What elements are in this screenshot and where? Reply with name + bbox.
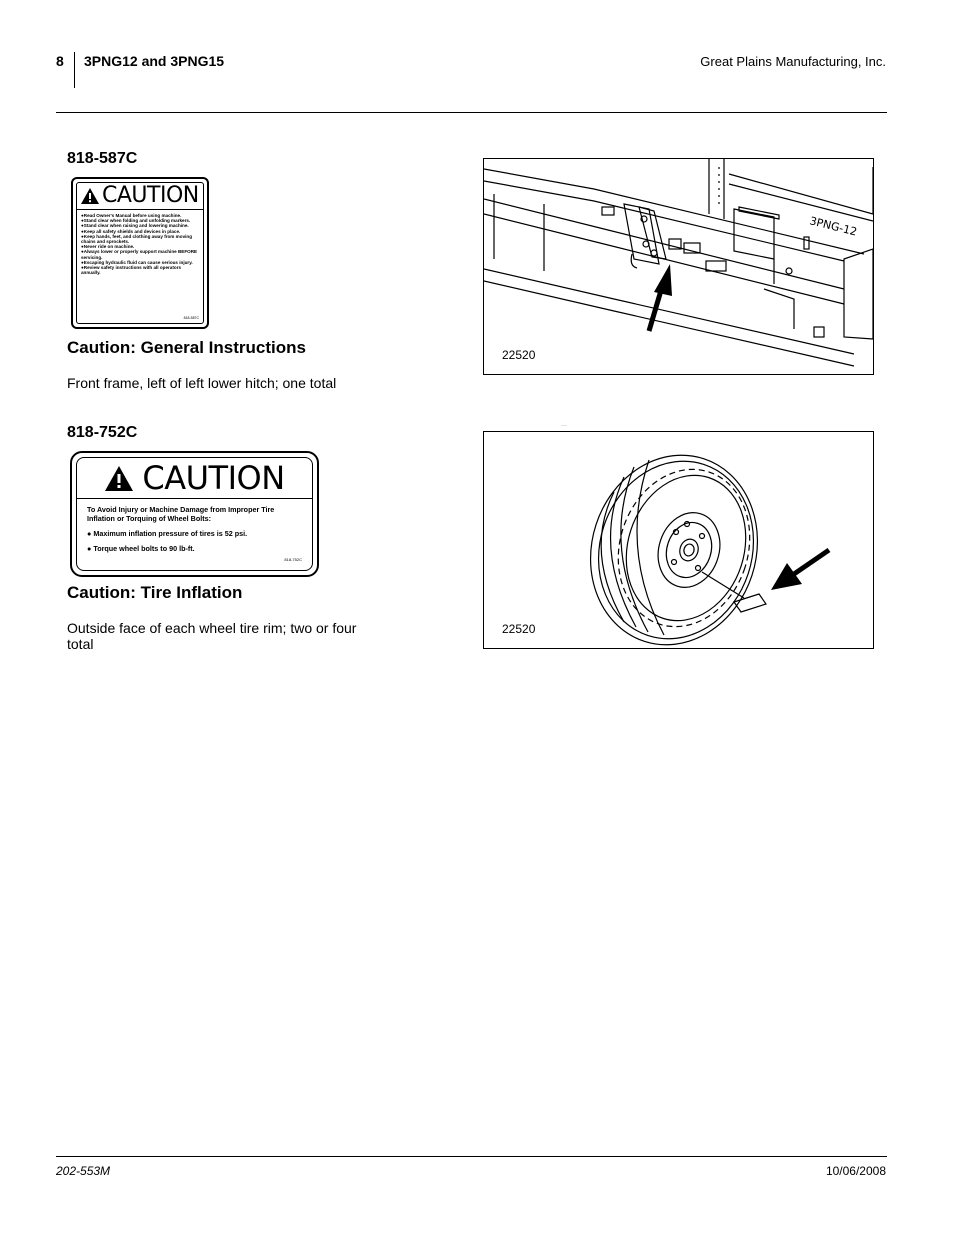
company-name: Great Plains Manufacturing, Inc.: [700, 54, 886, 69]
decal-item: ● Stand clear when raising and lowering machine.: [81, 223, 199, 228]
decal-item: ● Review safety instructions with all operators annually.: [81, 265, 199, 275]
decal-caution-word: CAUTION: [102, 183, 199, 208]
warning-triangle-icon: [80, 187, 100, 205]
decal-item: ● Keep hands, feet, and clothing away from moving chains and sprockets.: [81, 234, 199, 244]
decal-instruction-list: [77, 210, 203, 275]
decal-code: 818-587C: [183, 316, 199, 320]
frame-hitch-illustration: [484, 159, 873, 374]
decal-intro-text: To Avoid Injury or Machine Damage from Improper Tire Inflation or Torquing of Wheel Bolts:: [87, 505, 275, 523]
figure-frame-hitch: [483, 158, 874, 375]
decal-item: ● Never ride on machine.: [81, 244, 199, 249]
decal-item: ● Stand clear when folding and unfolding markers.: [81, 218, 199, 223]
caution-decal-general: [71, 177, 209, 329]
decal-code: 818-752C: [284, 557, 302, 562]
decal-location-text: Outside face of each wheel tire rim; two or four total: [67, 620, 357, 652]
decal-caution-word: CAUTION: [142, 459, 285, 497]
pointer-arrow-icon: [649, 264, 672, 331]
decal-item: ● Read Owner's Manual before using machine.: [81, 213, 199, 218]
decal-item: ● Maximum inflation pressure of tires is 52 psi.: [87, 529, 304, 538]
figure-number: 22520: [502, 348, 536, 362]
header-rule: [56, 112, 887, 113]
decal-item: ● Keep all safety shields and devices in place.: [81, 229, 199, 234]
stray-mark: ···: [561, 423, 567, 429]
page-number: 8: [56, 53, 64, 69]
warning-triangle-icon: [104, 465, 134, 492]
figure-number: 22520: [502, 622, 536, 636]
header-divider: [74, 52, 75, 88]
revision-date: 10/06/2008: [825, 1164, 886, 1178]
decal-location-text: Front frame, left of left lower hitch; one total: [67, 375, 337, 391]
caution-decal-tire: [70, 451, 319, 577]
part-number-818-587c: 818-587C: [67, 150, 138, 167]
document-number: 202-553M: [56, 1164, 111, 1178]
pointer-arrow-icon: [771, 550, 829, 590]
manual-model-title: 3PNG12 and 3PNG15: [84, 53, 225, 69]
section-title-tire-inflation: Caution: Tire Inflation: [67, 583, 243, 602]
decal-item: ● Escaping hydraulic fluid can cause serious injury.: [81, 260, 199, 265]
part-number-818-752c: 818-752C: [67, 424, 138, 441]
footer-rule: [56, 1156, 887, 1157]
decal-item: ● Always lower or properly support machine BEFORE servicing.: [81, 249, 199, 259]
section-title-general-instructions: Caution: General Instructions: [67, 338, 306, 357]
decal-item: ● Torque wheel bolts to 90 lb-ft.: [87, 544, 304, 553]
frame-label: 3PNG-12: [808, 214, 859, 239]
wheel-tire-illustration: [484, 432, 873, 648]
figure-wheel-tire: [483, 431, 874, 649]
